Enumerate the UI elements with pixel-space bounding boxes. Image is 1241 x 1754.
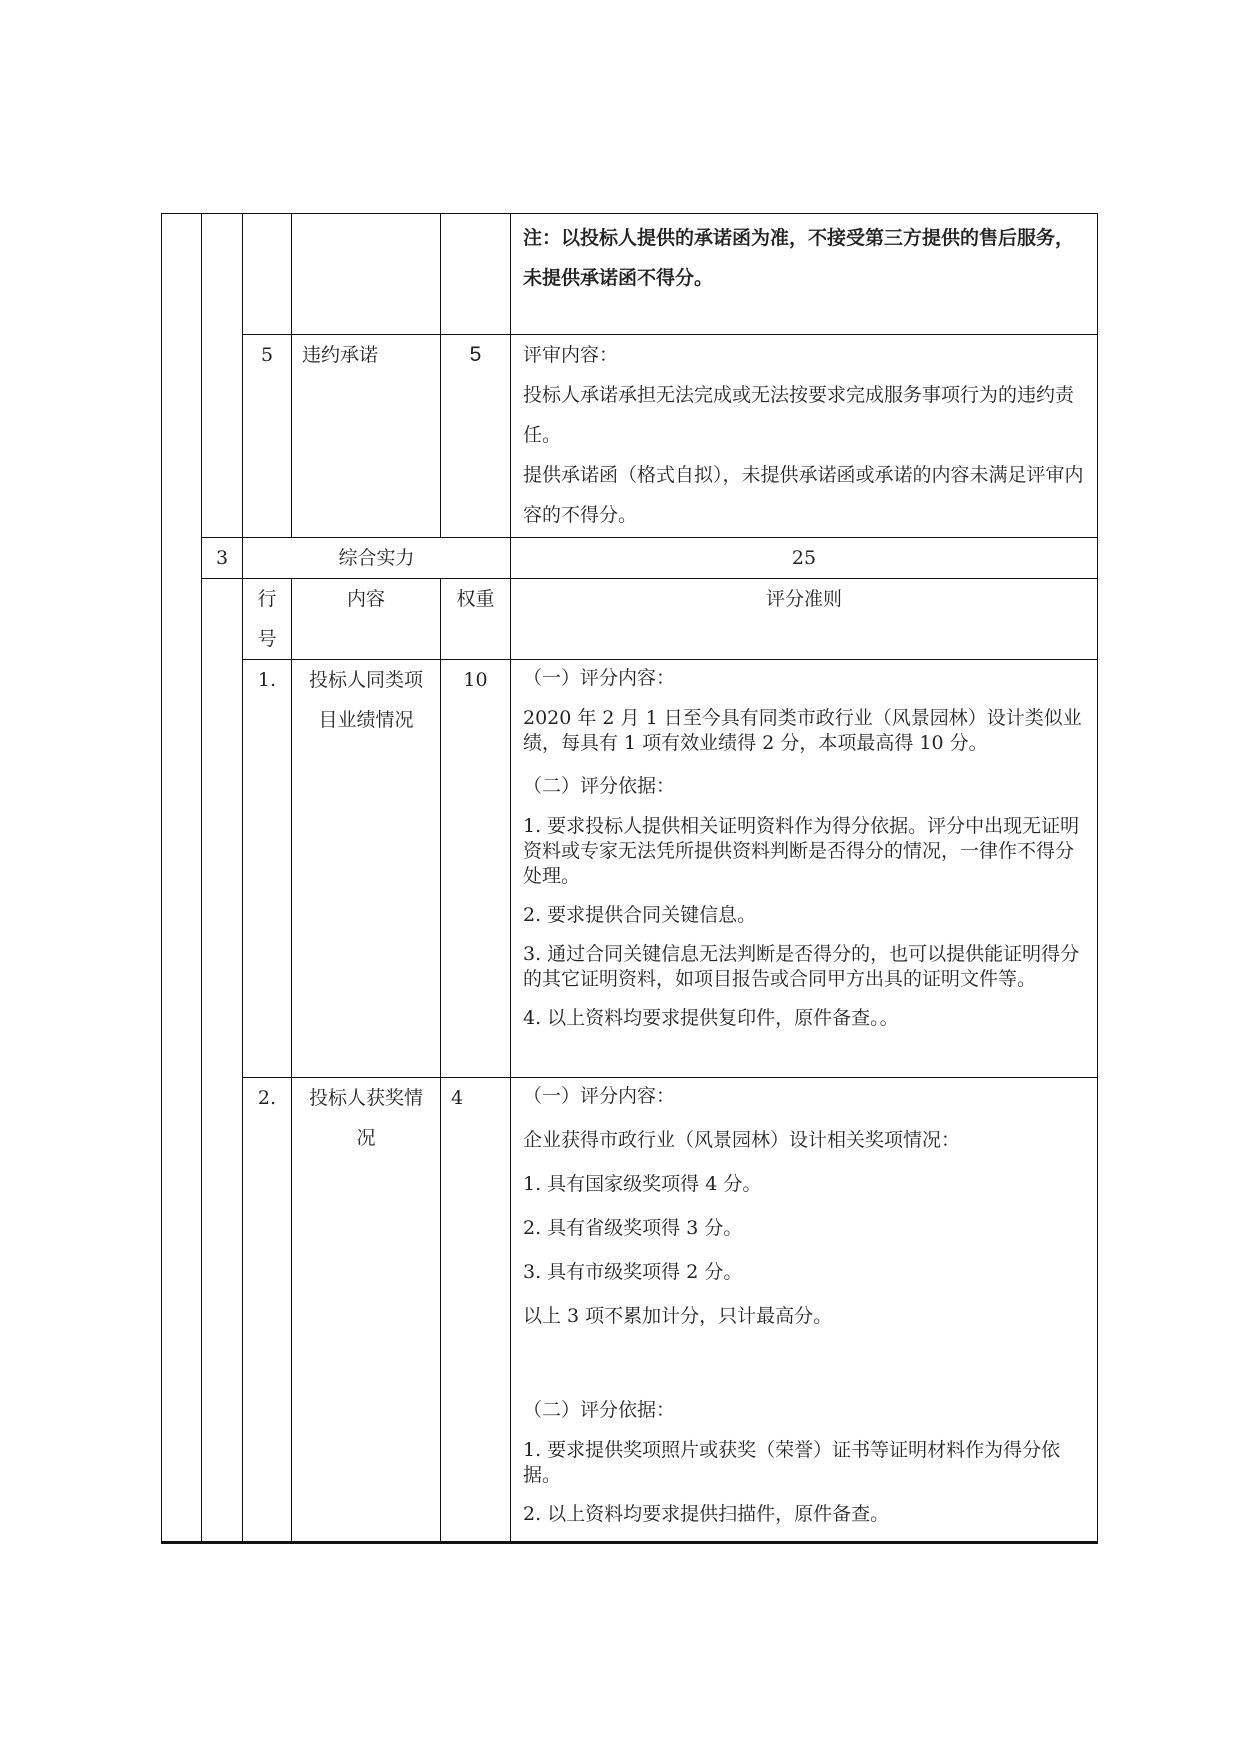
criteria-line: （一）评分内容：	[523, 667, 676, 689]
empty-cell	[292, 214, 441, 335]
table-row-item2	[162, 1078, 1098, 1543]
table-row-section3	[162, 538, 1098, 579]
item-name: 投标人同类项目业绩情况	[292, 660, 441, 1078]
section-cell	[202, 214, 243, 538]
section-cell	[202, 579, 243, 1543]
header-content: 内容	[292, 579, 441, 660]
item-weight: 5	[441, 335, 511, 538]
item-weight: 4	[441, 1078, 511, 1543]
criteria-line: 2. 要求提供合同关键信息。	[523, 904, 757, 926]
scoring-table	[161, 213, 1098, 1544]
criteria-line: 投标人承诺承担无法完成或无法按要求完成服务事项行为的违约责任。	[523, 384, 1075, 446]
criteria-line: 3. 通过合同关键信息无法判断是否得分的，也可以提供能证明得分的其它证明资料，如项目报告或合同甲方出具的证明文件等。	[523, 943, 1080, 990]
criteria-line: 评审内容：	[523, 344, 619, 366]
table-row-note	[162, 214, 1098, 335]
outer-category-cell	[162, 214, 202, 1543]
criteria-line: （二）评分依据：	[523, 775, 676, 797]
criteria-line: （一）评分内容：	[523, 1085, 676, 1107]
header-row-no: 行号	[243, 579, 292, 660]
empty-cell	[441, 214, 511, 335]
item-no: 1.	[243, 660, 292, 1078]
criteria-line: 1. 要求提供奖项照片或获奖（荣誉）证书等证明材料作为得分依据。	[523, 1439, 1061, 1486]
header-weight: 权重	[441, 579, 511, 660]
item-criteria	[511, 660, 1098, 1078]
item-criteria	[511, 1078, 1098, 1543]
criteria-line: 提供承诺函（格式自拟），未提供承诺函或承诺的内容未满足评审内容的不得分。	[523, 464, 1084, 526]
table-header-row	[162, 579, 1098, 660]
item-no: 2.	[243, 1078, 292, 1543]
item-no: 5	[243, 335, 292, 538]
criteria-line: 1. 要求投标人提供相关证明资料作为得分依据。评分中出现无证明资料或专家无法凭所提供资料判断是否得分的情况，一律作不得分处理。	[523, 815, 1080, 887]
table-row-item1	[162, 660, 1098, 1078]
section-no: 3	[202, 538, 243, 579]
criteria-line: 1. 具有国家级奖项得 4 分。	[523, 1173, 762, 1195]
header-criteria: 评分准则	[511, 579, 1098, 660]
item-weight: 10	[441, 660, 511, 1078]
empty-cell	[243, 214, 292, 335]
criteria-line: 2. 以上资料均要求提供扫描件，原件备查。	[523, 1503, 890, 1525]
criteria-line: 4. 以上资料均要求提供复印件，原件备查。。	[523, 1007, 899, 1029]
criteria-line: 3. 具有市级奖项得 2 分。	[523, 1261, 743, 1283]
item-name: 投标人获奖情况	[292, 1078, 441, 1543]
criteria-line: 2020 年 2 月 1 日至今具有同类市政行业（风景园林）设计类似业绩，每具有 1 项有效业绩得 2 分，本项最高得 10 分。	[523, 707, 1082, 754]
section-title: 综合实力	[243, 538, 511, 579]
note-text: 注：以投标人提供的承诺函为准，不接受第三方提供的售后服务，未提供承诺函不得分。	[511, 214, 1098, 335]
criteria-line: 2. 具有省级奖项得 3 分。	[523, 1217, 743, 1239]
table-row-item5	[162, 335, 1098, 538]
spacer	[523, 1344, 1087, 1394]
section-score: 25	[511, 538, 1098, 579]
criteria-line: 以上 3 项不累加计分，只计最高分。	[523, 1305, 833, 1327]
criteria-line: （二）评分依据：	[523, 1399, 676, 1421]
item-criteria	[511, 335, 1098, 538]
criteria-line: 企业获得市政行业（风景园林）设计相关奖项情况：	[523, 1129, 961, 1151]
item-name: 违约承诺	[292, 335, 441, 538]
